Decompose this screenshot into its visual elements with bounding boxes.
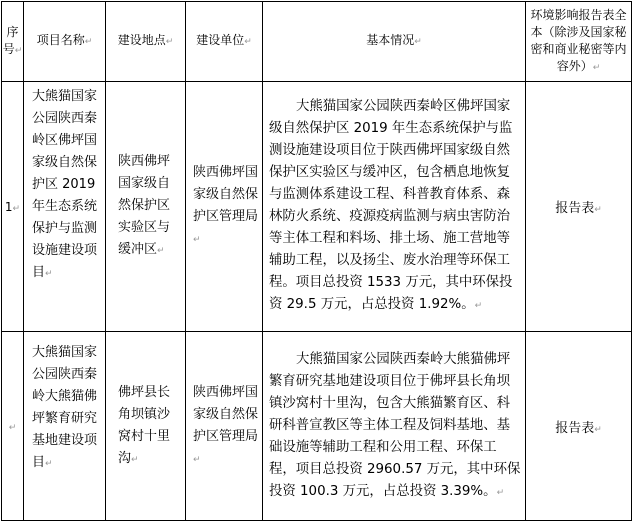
table-header-row xyxy=(2,2,632,82)
header-unit xyxy=(186,2,263,82)
paragraph-mark: ↵ xyxy=(8,423,17,433)
header-unit-label: 建设单位 xyxy=(196,33,245,47)
header-name-label: 项目名称 xyxy=(36,33,85,47)
paragraph-mark: ↵ xyxy=(165,37,174,47)
project-name-cell xyxy=(24,332,106,521)
project-name-cell xyxy=(24,82,106,332)
info-cell xyxy=(263,82,526,332)
paragraph-mark: ↵ xyxy=(193,454,201,465)
location-cell xyxy=(106,82,186,332)
header-index-label: 序号 xyxy=(2,24,19,56)
paragraph-mark: ↵ xyxy=(592,62,601,73)
unit-text: 陕西佛坪国家级自然保护区管理局 xyxy=(193,165,259,224)
paragraph-mark: ↵ xyxy=(474,301,483,311)
table-row xyxy=(2,82,632,332)
header-name xyxy=(24,2,106,82)
header-report-label: 环境影响报告表全本（除涉及国家秘密和商业秘密等内容外） xyxy=(530,7,627,73)
header-report xyxy=(526,2,632,82)
paragraph-mark: ↵ xyxy=(45,269,53,279)
report-cell xyxy=(526,332,632,521)
project-name: 大熊猫国家公园陕西秦岭区佛坪国家级自然保护区 2019 年生态系统保护与监测设施建设项目 xyxy=(32,89,98,280)
unit-text: 陕西佛坪国家级自然保护区管理局 xyxy=(193,384,259,444)
location-cell xyxy=(106,332,186,521)
row-index-cell xyxy=(2,82,24,332)
header-info xyxy=(263,2,526,82)
report-type: 报告表 xyxy=(555,201,595,216)
location-text: 陕西佛坪国家级自然保护区实验区与缓冲区 xyxy=(118,154,171,257)
paragraph-mark: ↵ xyxy=(594,424,602,435)
project-table xyxy=(1,1,632,521)
info-text: 大熊猫国家公园陕西秦岭大熊猫佛坪繁育研究基地建设项目位于佛坪县长角坝镇沙窝村十里沟，包含大熊猫繁育区、科研科普宣教区等主体工程及饲料基地、基础设施等辅助工程和公用工程、环保工程，项目总投资 2960.57 万元，其中环保投资 100.3 万元，占总投资 3.39%。 xyxy=(269,351,521,499)
paragraph-mark: ↵ xyxy=(131,454,139,465)
paragraph-mark: ↵ xyxy=(84,37,93,47)
report-cell xyxy=(526,82,632,332)
paragraph-mark: ↵ xyxy=(244,37,252,47)
paragraph-mark: ↵ xyxy=(14,45,23,56)
row-index: 1 xyxy=(4,199,13,214)
info-text: 大熊猫国家公园陕西秦岭区佛坪国家级自然保护区 2019 年生态系统保护与监测设施建设项目位于陕西佛坪国家级自然保护区实验区与缓冲区，包含栖息地恢复与监测体系建设工程、科普教育体系、森林防火系统、疫源疫病监测与病虫害防治等主体工程和料场、排土场、施工营地等辅助工程，以及扬尘、废水治理等环保工程。项目总投资 1533 万元，其中环保投资 29.5 万元，占总投资 1.92%。 xyxy=(269,99,513,312)
header-location xyxy=(106,2,186,82)
project-name: 大熊猫国家公园陕西秦岭大熊猫佛坪繁育研究基地建设项目 xyxy=(32,345,98,470)
paragraph-mark: ↵ xyxy=(414,37,422,47)
paragraph-mark: ↵ xyxy=(45,459,53,469)
unit-cell xyxy=(186,82,263,332)
paragraph-mark: ↵ xyxy=(594,205,602,215)
paragraph-mark: ↵ xyxy=(193,235,201,245)
paragraph-mark: ↵ xyxy=(12,203,21,214)
paragraph-mark: ↵ xyxy=(157,246,165,256)
report-type: 报告表 xyxy=(555,420,595,436)
row-index-cell xyxy=(2,332,24,521)
table-row xyxy=(2,332,632,521)
header-location-label: 建设地点 xyxy=(117,33,166,47)
header-index xyxy=(2,2,24,82)
location-text: 佛坪县长角坝镇沙窝村十里沟 xyxy=(118,384,171,466)
header-info-label: 基本情况 xyxy=(366,33,415,47)
paragraph-mark: ↵ xyxy=(496,487,505,498)
info-cell xyxy=(263,332,526,521)
unit-cell xyxy=(186,332,263,521)
